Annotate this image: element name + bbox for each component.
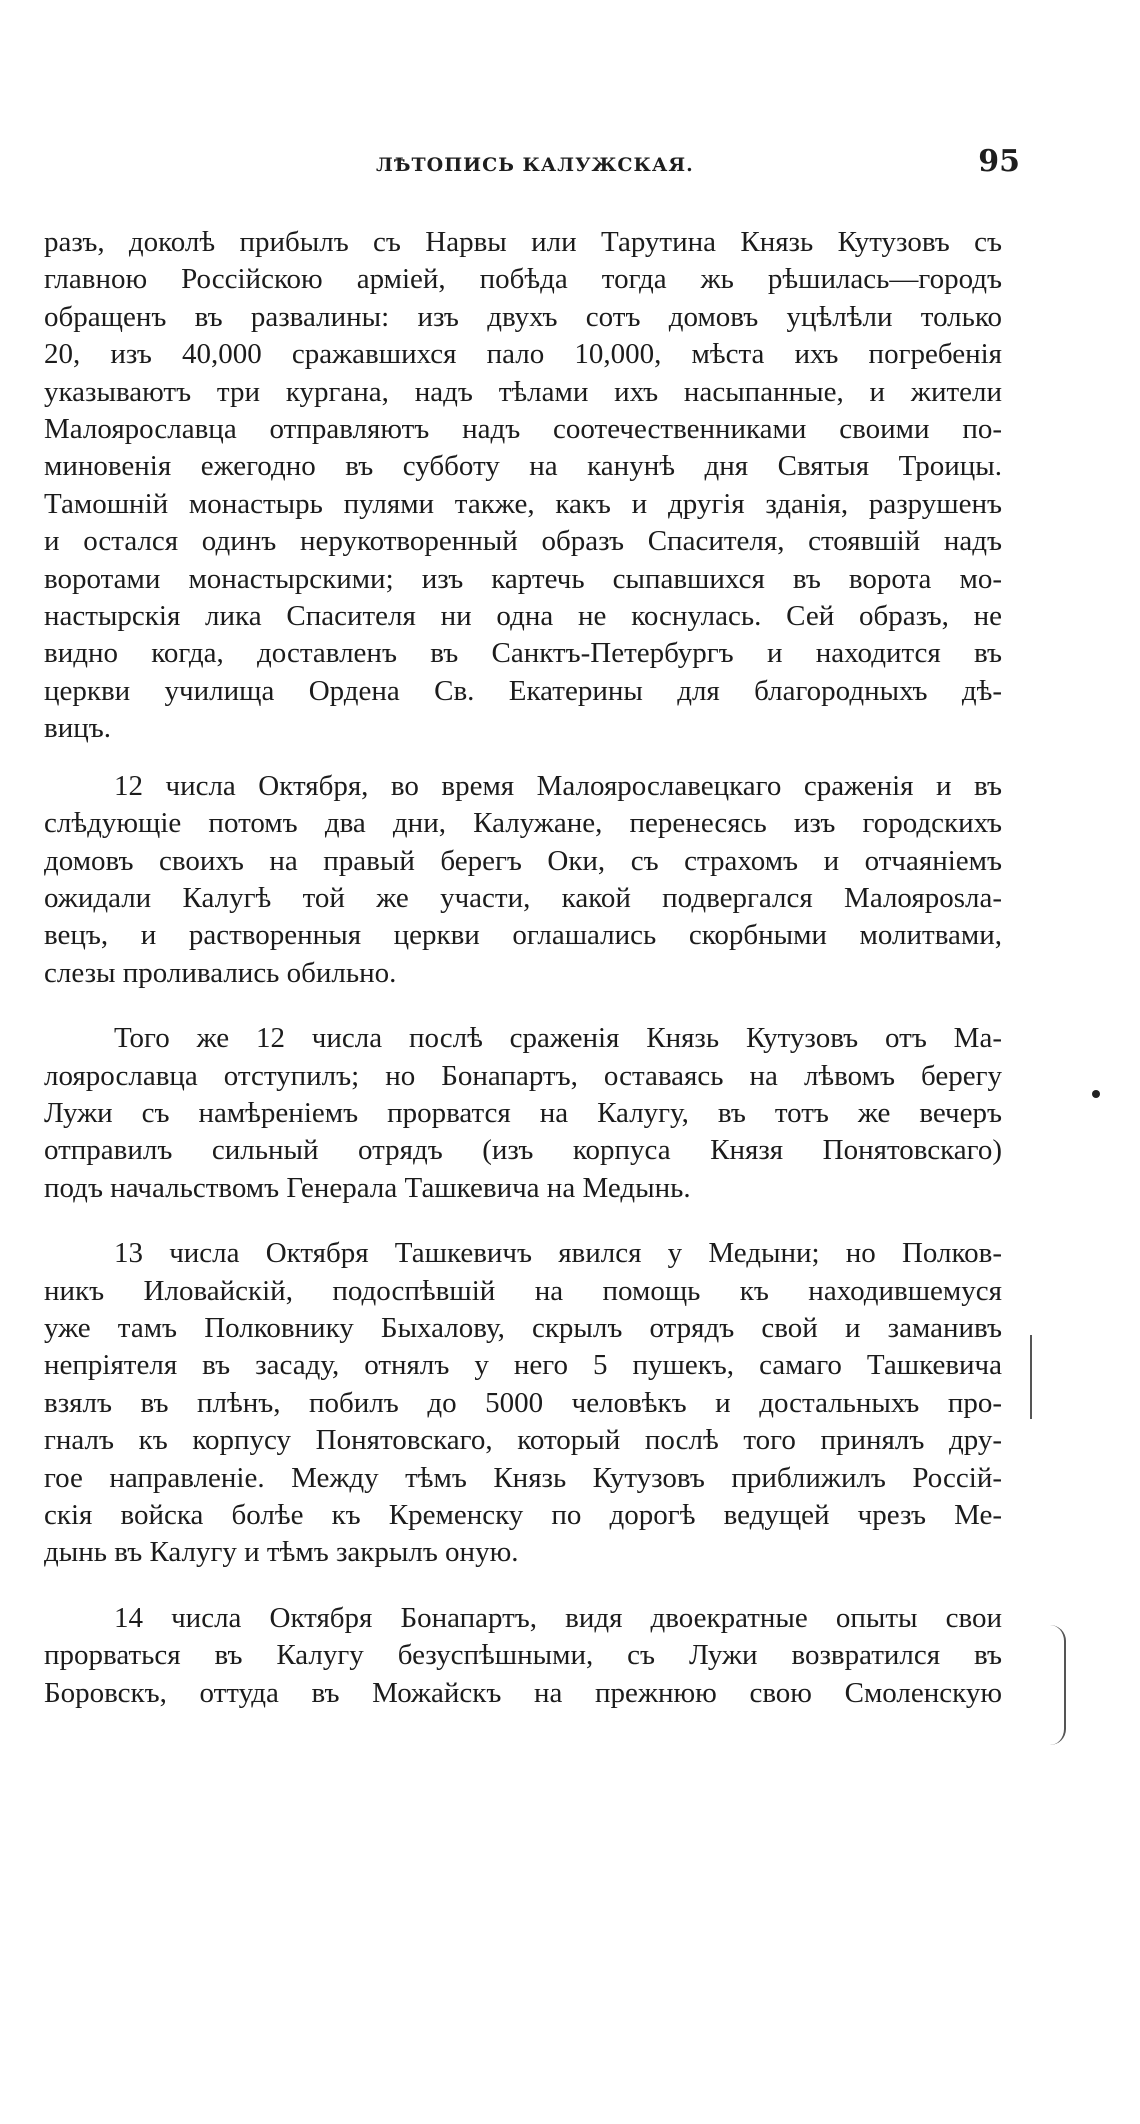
text-line: разъ, доколѣ прибылъ съ Нарвы или Тарутина Князь Кутузовъ съ xyxy=(44,226,1002,258)
margin-bracket-mark xyxy=(1050,1625,1066,1745)
text-line: Лужи съ намѣреніемъ прорватся на Калугу, въ тотъ же вечеръ xyxy=(44,1096,1002,1129)
paragraph-3 xyxy=(44,1020,1002,1207)
text-line: непріятеля въ засаду, отнялъ у него 5 пушекъ, самаго Ташкевича xyxy=(44,1349,1002,1382)
text-line: воротами монастырскими; изъ картечь сыпавшихся въ ворота мо- xyxy=(44,562,1002,595)
text-line: главною Россійскою арміей, побѣда тогда жь рѣшилась—городъ xyxy=(44,263,1002,296)
text-line: миновенія ежегодно въ субботу на канунѣ дня Святыя Троицы. xyxy=(44,450,1002,483)
text-line: обращенъ въ развалины: изъ двухъ сотъ домовъ уцѣлѣли только xyxy=(44,300,1002,333)
text-line: Тамошній монастырь пулями также, какъ и другія зданія, разрушенъ xyxy=(44,487,1002,520)
text-line: и остался одинъ нерукотворенный образъ Спасителя, стоявшій надъ xyxy=(44,525,1002,558)
text-line: лоярославца отступилъ; но Бонапартъ, оставаясь на лѣвомъ берегу xyxy=(44,1059,1002,1092)
text-line: никъ Иловайскій, подоспѣвшій на помощь къ находившемуся xyxy=(44,1274,1002,1307)
text-line: видно когда, доставленъ въ Санктъ-Петербургъ и находится въ xyxy=(44,637,1002,670)
paragraph-2 xyxy=(44,768,1002,992)
paragraph-gap xyxy=(44,992,1002,1020)
text-line: 20, изъ 40,000 сражавшихся пало 10,000, мѣста ихъ погребенія xyxy=(44,338,1002,371)
paragraph-4 xyxy=(44,1235,1002,1572)
text-line: взялъ въ плѣнъ, побилъ до 5000 человѣкъ и достальныхъ про- xyxy=(44,1386,1002,1419)
paragraph-gap xyxy=(44,1572,1002,1600)
text-line: уже тамъ Полковнику Быхалову, скрылъ отрядъ свой и заманивъ xyxy=(44,1311,1002,1344)
text-line: подъ начальствомъ Генерала Ташкевича на Медынь. xyxy=(44,1171,691,1204)
paragraph-1 xyxy=(44,224,1002,748)
text-line: 14 числа Октября Бонапартъ, видя двоекратные опыты свои xyxy=(114,1601,1002,1634)
text-line: Того же 12 числа послѣ сраженія Князь Кутузовъ отъ Ма- xyxy=(114,1022,1002,1055)
text-line: ожидали Калугѣ той же участи, какой подвергался Малоярosла- xyxy=(44,881,1002,914)
page-text xyxy=(44,224,1002,1712)
text-line: слезы проливались обильно. xyxy=(44,956,397,989)
text-line: гналъ къ корпусу Понятовскаго, который послѣ того принялъ дру- xyxy=(44,1424,1002,1457)
text-line: церкви училища Ордена Св. Екатерины для благородныхъ дѣ- xyxy=(44,674,1002,707)
text-line: Боровскъ, оттуда въ Можайскъ на прежнюю свою Смоленскую xyxy=(44,1676,1002,1709)
running-title: ЛѢТОПИСЬ КАЛУЖСКАЯ. xyxy=(376,154,694,176)
margin-dot-mark xyxy=(1092,1090,1100,1098)
text-line: слѣдующіе потомъ два дни, Калужане, перенесясь изъ городскихъ xyxy=(44,807,1002,840)
text-line: 13 числа Октября Ташкевичъ явился у Медыни; но Полков- xyxy=(114,1237,1002,1270)
text-line: Малоярославца отправляютъ надъ соотечественниками своими по- xyxy=(44,413,1002,446)
page-number: 95 xyxy=(978,144,1020,179)
margin-line-mark xyxy=(1030,1335,1038,1419)
text-line: гое направленіе. Между тѣмъ Князь Кутузовъ приближилъ Россій- xyxy=(44,1461,1002,1494)
paragraph-gap xyxy=(44,748,1002,768)
text-line: домовъ своихъ на правый берегъ Оки, съ страхомъ и отчаяніемъ xyxy=(44,844,1002,877)
text-line: настырскія лика Спасителя ни одна не коснулась. Сей образъ, не xyxy=(44,600,1002,633)
text-line: указываютъ три кургана, надъ тѣлами ихъ насыпанные, и жители xyxy=(44,375,1002,408)
text-line: прорваться въ Калугу безуспѣшными, съ Лужи возвратился въ xyxy=(44,1639,1002,1672)
text-line: 12 числа Октября, во время Малоярославецкаго сраженія и въ xyxy=(114,769,1002,802)
paragraph-5 xyxy=(44,1600,1002,1712)
text-line: дынь въ Калугу и тѣмъ закрылъ оную. xyxy=(44,1536,519,1569)
text-line: отправилъ сильный отрядъ (изъ корпуса Князя Понятовскаго) xyxy=(44,1134,1002,1167)
text-line: вецъ, и растворенныя церкви оглашались скорбными молитвами, xyxy=(44,919,1002,952)
text-line: вицъ. xyxy=(44,712,111,745)
text-line: скія войска болѣе къ Кременску по дорогѣ ведущей чрезъ Ме- xyxy=(44,1499,1002,1531)
paragraph-gap xyxy=(44,1207,1002,1235)
